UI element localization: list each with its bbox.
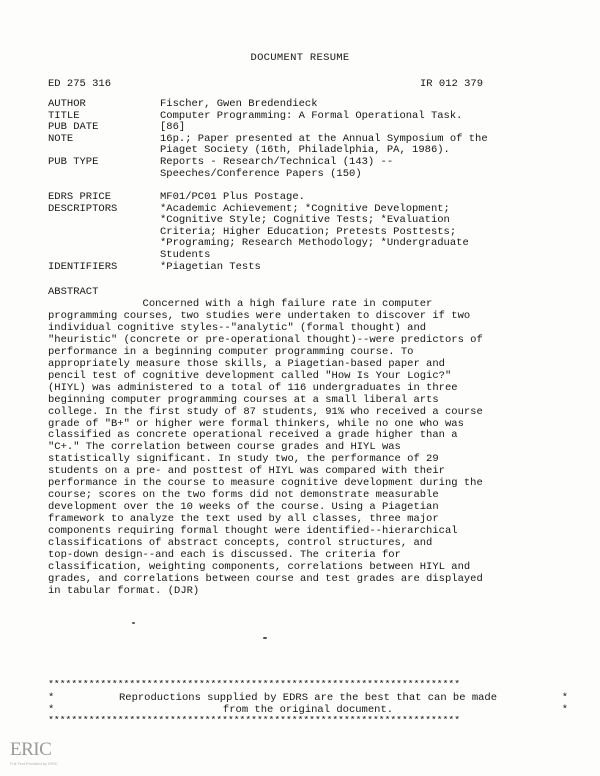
title-label: TITLE bbox=[48, 109, 80, 122]
abstract-line: pencil test of cognitive development called "How Is Your Logic?" bbox=[48, 369, 452, 382]
abstract-heading: ABSTRACT bbox=[48, 286, 99, 298]
abstract-line: components requiring formal thought were identified--hierarchical bbox=[48, 525, 458, 538]
note-line: Piaget Society (16th, Philadelphia, PA, 1986). bbox=[160, 144, 450, 157]
descriptors-line: Criteria; Higher Education; Pretests Posttests; bbox=[160, 225, 457, 238]
abstract-line: course; scores on the two forms did not demonstrate measurable bbox=[48, 489, 439, 502]
abstract-line: performance in a beginning computer programming course. To bbox=[48, 345, 414, 358]
notice-line-1: Reproductions supplied by EDRS are the best that can be made bbox=[118, 692, 498, 704]
abstract-line: framework to analyze the text used by all classes, three major bbox=[48, 513, 439, 526]
abstract-line: development over the 10 weeks of the course. Using a Piagetian bbox=[48, 501, 439, 514]
stars-border-bottom: *********************************************************************** bbox=[48, 716, 460, 727]
abstract-line: Concerned with a high failure rate in computer bbox=[48, 298, 433, 310]
descriptors-value bbox=[160, 204, 590, 262]
scan-speck bbox=[263, 637, 267, 639]
abstract-line: classified as concrete operational received a grade higher than a bbox=[48, 429, 458, 442]
abstract-line: performance in the course to measure cognitive development during the bbox=[48, 477, 483, 490]
author-value bbox=[160, 99, 590, 111]
title-line: Computer Programming: A Formal Operational Task. bbox=[160, 109, 463, 122]
edrs-price-line: MF01/PC01 Plus Postage. bbox=[160, 191, 305, 203]
eric-logo bbox=[8, 737, 58, 769]
note-value bbox=[160, 134, 590, 157]
pub-type-line: Reports - Research/Technical (143) -- bbox=[160, 156, 394, 168]
descriptors-line: Students bbox=[160, 248, 211, 261]
pub-type-value bbox=[160, 157, 590, 180]
abstract-line: grade of "B+" or higher were formal thinkers, while no one who was bbox=[48, 417, 464, 430]
star-right: * bbox=[561, 692, 568, 704]
abstract-line: in tabular format. (DJR) bbox=[48, 584, 200, 597]
eric-logo-tagline: Full Text Provided by ERIC bbox=[10, 761, 58, 766]
identifiers-label: IDENTIFIERS bbox=[48, 260, 118, 273]
descriptors-line: *Academic Achievement; *Cognitive Development; bbox=[160, 202, 450, 215]
abstract-line: (HIYL) was administered to a total of 116 undergraduates in three bbox=[48, 381, 458, 394]
abstract-line: statistically significant. In study two, the performance of 29 bbox=[48, 453, 439, 466]
abstract-line: "heuristic" (concrete or pre-operational thought)--were predictors of bbox=[48, 333, 483, 346]
notice-row bbox=[48, 692, 568, 704]
abstract-line: beginning computer programming courses at a small liberal arts bbox=[48, 393, 439, 406]
note-label: NOTE bbox=[48, 132, 74, 145]
reproduction-notice bbox=[48, 692, 568, 716]
star-left: * bbox=[48, 704, 55, 716]
identifiers-line: *Piagetian Tests bbox=[160, 260, 261, 273]
pub-type-line: Speeches/Conference Papers (150) bbox=[160, 167, 362, 180]
stars-border-top: *********************************************************************** bbox=[48, 680, 460, 691]
abstract-line: programming courses, two studies were undertaken to discover if two bbox=[48, 309, 471, 322]
abstract-line: top-down design--and each is discussed. The criteria for bbox=[48, 549, 401, 562]
descriptors-line: *Cognitive Style; Cognitive Tests; *Evaluation bbox=[160, 214, 450, 227]
edrs-price-value bbox=[160, 192, 590, 204]
descriptors-line: *Programing; Research Methodology; *Undergraduate bbox=[160, 237, 469, 250]
star-left: * bbox=[48, 692, 55, 704]
pub-date-line: [86] bbox=[160, 121, 186, 134]
notice-line-2: from the original document. bbox=[222, 704, 394, 716]
abstract-line: grades, and correlations between course and test grades are displayed bbox=[48, 572, 483, 585]
ed-number: ED 275 316 bbox=[48, 78, 112, 90]
descriptors-label: DESCRIPTORS bbox=[48, 202, 118, 215]
abstract-line: appropriately measure those skills, a Piagetian-based paper and bbox=[48, 357, 445, 370]
abstract-line: "C+." The correlation between course grades and HIYL was bbox=[48, 441, 401, 454]
title-value bbox=[160, 111, 590, 123]
abstract-line: classifications of abstract concepts, control structures, and bbox=[48, 537, 433, 550]
abstract-line: classification, weighting components, correlations between HIYL and bbox=[48, 560, 471, 573]
notice-row bbox=[48, 704, 568, 716]
abstract-line: college. In the first study of 87 students, 91% who received a course bbox=[48, 405, 483, 418]
scan-speck bbox=[132, 622, 135, 624]
note-line: 16p.; Paper presented at the Annual Symposium of the bbox=[160, 132, 488, 145]
star-right: * bbox=[561, 704, 568, 716]
author-label: AUTHOR bbox=[48, 98, 86, 110]
author-line: Fischer, Gwen Bredendieck bbox=[160, 98, 318, 110]
ir-number: IR 012 379 bbox=[420, 78, 484, 90]
edrs-price-label: EDRS PRICE bbox=[48, 191, 112, 203]
identifiers-value bbox=[160, 262, 590, 274]
pub-type-label: PUB TYPE bbox=[48, 156, 99, 168]
pub-date-label: PUB DATE bbox=[48, 121, 99, 134]
abstract-line: students on a pre- and posttest of HIYL was compared with their bbox=[48, 465, 445, 478]
eric-logo-word: ERIC bbox=[10, 739, 52, 760]
abstract-body bbox=[48, 299, 568, 598]
document-title: DOCUMENT RESUME bbox=[250, 52, 350, 64]
abstract-line: individual cognitive styles--"analytic" (formal thought) and bbox=[48, 321, 427, 334]
